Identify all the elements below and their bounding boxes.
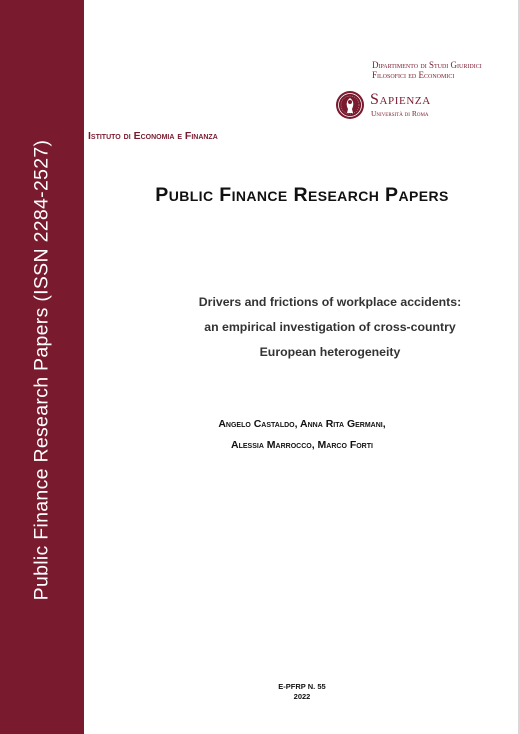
department-line: Filosofici ed Economici: [372, 70, 455, 80]
paper-year: 2022: [293, 692, 311, 701]
paper-number-footer: [84, 682, 520, 702]
sapienza-seal-icon: [335, 90, 365, 120]
university-name: Sapienza: [370, 91, 431, 108]
paper-title-line: Drivers and frictions of workplace accidents:: [198, 295, 462, 309]
department-name: [372, 60, 482, 80]
paper-title-line: European heterogeneity: [259, 345, 401, 359]
paper-number: E-PFRP N. 55: [278, 682, 326, 691]
institute-name: Istituto di Economia e Finanza: [88, 130, 218, 142]
paper-title-line: an empirical investigation of cross-country: [204, 320, 456, 334]
author-line: Alessia Marrocco, Marco Forti: [231, 439, 373, 451]
spine-text: Public Finance Research Papers (ISSN 2284-2527): [30, 139, 53, 601]
spine-band: [0, 0, 84, 734]
paper-title: [120, 290, 520, 365]
author-line: Angelo Castaldo, Anna Rita Germani,: [218, 418, 386, 430]
series-title: Public Finance Research Papers: [155, 184, 449, 206]
department-line: Dipartimento di Studi Giuridici: [372, 60, 482, 70]
authors: [84, 414, 520, 456]
university-subtitle: Università di Roma: [371, 109, 429, 118]
